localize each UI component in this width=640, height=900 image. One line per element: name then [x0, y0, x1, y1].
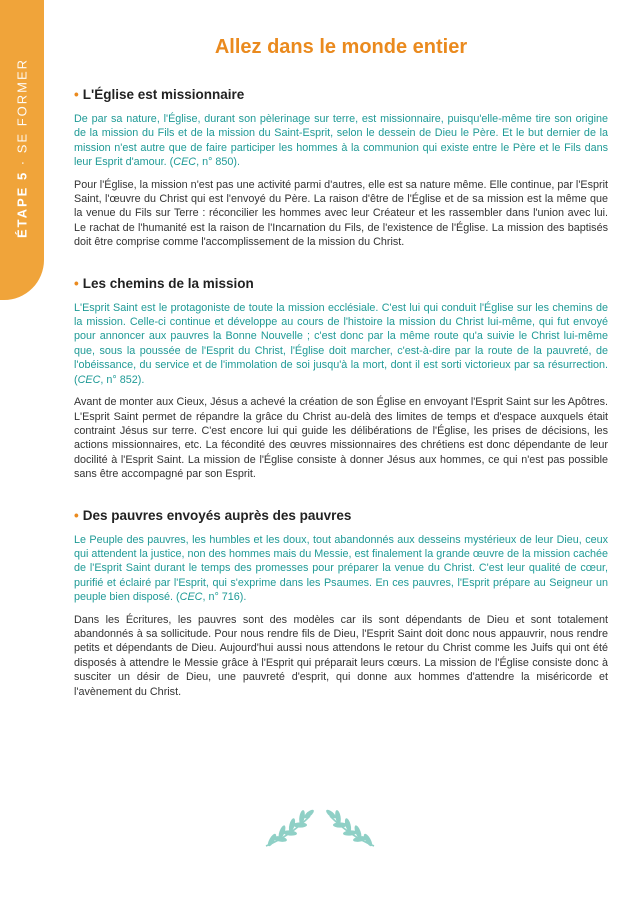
- step-number: ÉTAPE 5: [14, 170, 30, 239]
- section-heading: [74, 276, 608, 291]
- quote-text: Le Peuple des pauvres, les humbles et les doux, tout abandonnés aux desseins mystérieux de leur Dieu, ceux qui attendent la justice, non des hommes mais du Messie, est finalement la grande œuvre de la mission cachée de l'Esprit Saint durant le temps des promesses pour préparer la venue du Christ. C'est leur qualité de cœur, purifié et éclairé par l'Esprit, qui s'exprime dans les Psaumes. En ces pauvres, l'Esprit prépare au Seigneur un peuple bien disposé.: [74, 533, 608, 604]
- catechism-quote: [74, 533, 608, 605]
- section-body: Avant de monter aux Cieux, Jésus a achevé la création de son Église en envoyant l'Esprit Saint sur les Apôtres. L'Esprit Saint permet de répandre la grâce du Christ au-delà des limites de temps et d'espace auxquels était contraint Jésus sur terre. C'est encore lui qui guide les délibérations de l'Église, les prises de décisions, les actions missionnaires, etc. La fécondité des œuvres missionnaires des chrétiens est donc dépendante de leur docilité à l'Esprit Saint. La mission de l'Église consiste à donner Jésus aux hommes, ce qui n'est pas possible sans être accompagné par son Esprit.: [74, 396, 608, 481]
- catechism-quote: [74, 112, 608, 170]
- citation-ref: CEC: [179, 591, 203, 604]
- section-chemins-mission: [74, 276, 608, 482]
- section-heading-text: Des pauvres envoyés auprès des pauvres: [82, 507, 352, 523]
- citation-number: , n° 852).: [100, 373, 145, 386]
- page-content: [74, 36, 608, 725]
- side-tab: [0, 0, 44, 300]
- citation-ref: CEC: [77, 373, 101, 386]
- step-label: [15, 58, 30, 238]
- step-subtitle: SE FORMER: [14, 57, 30, 154]
- quote-text: L'Esprit Saint est le protagoniste de toute la mission ecclésiale. C'est lui qui conduit l'Église sur les chemins de la mission. Celle-ci continue et développe au cours de l'histoire la mission du Christ lui-même, qui fut envoyé pour annoncer aux pauvres la Bonne Nouvelle ; c'est donc par la même route qu'a suivie le Christ lui-même que, sous la poussée de l'Esprit du Christ, l'Église doit marcher, c'est-à-dire par la route de la pauvreté, de l'obéissance, du service et de l'immolation de soi jusqu'à la mort, dont il est sorti victorieux par sa résurrection.: [74, 301, 608, 372]
- section-body: Dans les Écritures, les pauvres sont des modèles car ils sont dépendants de Dieu et sont totalement abandonnés à sa sollicitude. Pour nous rendre fils de Dieu, l'Esprit Saint doit donc nous appauvrir, nous rendre petits et dépendants de Dieu. Aujourd'hui aussi nous attendons le retour du Christ comme les Juifs qui ont été disposés à attendre le Messie grâce à l'Esprit qui préparait leurs cœurs. La mission de l'Église consiste donc à susciter un désir de Dieu, une pauvreté d'esprit, qui donne aux hommes d'attendre la miséricorde et l'avènement du Christ.: [74, 613, 608, 698]
- bullet: •: [74, 87, 79, 102]
- citation-number: , n° 716).: [202, 591, 247, 604]
- page-title: Allez dans le monde entier: [214, 36, 468, 58]
- citation-open: (: [74, 373, 78, 386]
- citation-number: , n° 850).: [196, 156, 241, 169]
- bullet: •: [74, 275, 79, 291]
- section-heading-text: L'Église est missionnaire: [82, 87, 245, 102]
- section-heading-text: Les chemins de la mission: [82, 275, 254, 291]
- bullet: •: [74, 507, 79, 523]
- section-eglise-missionnaire: [74, 87, 608, 250]
- catechism-quote: [74, 301, 608, 387]
- step-separator: ·: [14, 153, 30, 171]
- section-pauvres: [74, 508, 608, 699]
- citation-open: (: [166, 156, 174, 169]
- section-heading: [74, 508, 608, 523]
- citation-open: (: [173, 591, 180, 604]
- section-heading: [74, 87, 608, 102]
- section-body: Pour l'Église, la mission n'est pas une activité parmi d'autres, elle est sa nature même. Elle continue, par l'Esprit Saint, l'œuvre du Christ qui est l'envoyé du Père. La raison d'être de l'Église et de sa mission est la même que la venue du Fils sur Terre : réconcilier les hommes avec leur Créateur et les rassembler dans l'union avec lui. Le rachat de l'humanité est la raison de l'Incarnation du Fils, de l'existence de l'Église. La mission des baptisés doit être comprise comme l'accomplissement de la mission du Christ.: [74, 178, 608, 249]
- palm-branches-icon: [262, 806, 378, 852]
- quote-text: De par sa nature, l'Église, durant son pèlerinage sur terre, est missionnaire, puisqu'elle-même tire son origine de la mission du Fils et de la mission du Saint-Esprit, selon le dessein de Dieu le Père. Et le but dernier de la mission n'est autre que de faire participer les hommes à la communion qui existe entre le Père et le Fils dans leur Esprit d'amour.: [74, 113, 608, 169]
- citation-ref: CEC: [173, 156, 197, 169]
